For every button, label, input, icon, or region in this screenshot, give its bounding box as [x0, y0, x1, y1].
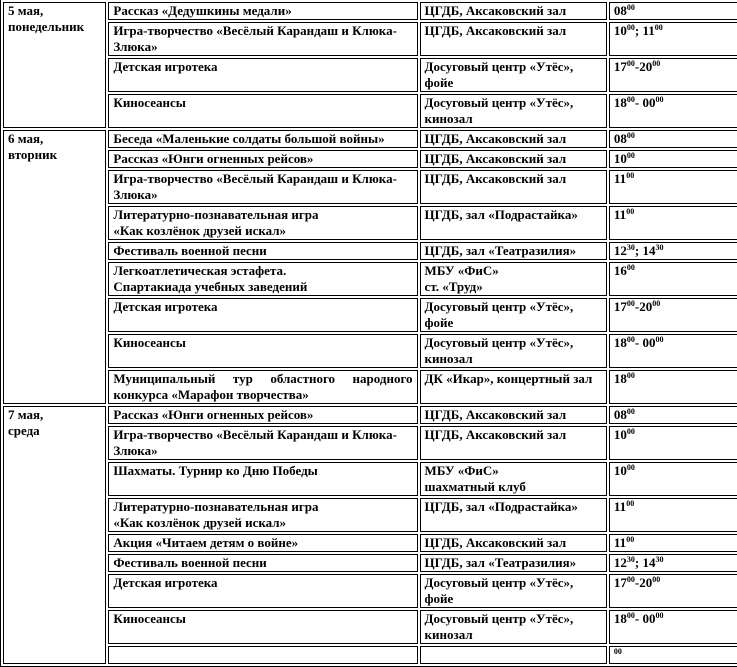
- event-title-cell: [108, 130, 417, 148]
- table-row: [3, 22, 737, 56]
- event-title-line: Муниципальный тур областного народного: [113, 371, 413, 386]
- event-title-line: конкурса «Марафон творчества»: [113, 387, 309, 402]
- time-minutes: 00: [626, 171, 635, 180]
- event-place-cell: [420, 242, 607, 260]
- time-hours: 14: [642, 555, 656, 570]
- event-title-line: Фестиваль военной песни: [113, 243, 267, 258]
- table-row: [3, 170, 737, 204]
- event-place-line: Досуговый центр «Утёс»,: [424, 611, 574, 626]
- event-time-cell: [609, 150, 737, 168]
- time-minutes: 00: [626, 299, 635, 308]
- time-hours: 11: [613, 499, 627, 514]
- time-hours: 08: [613, 131, 627, 146]
- event-time-cell: [609, 58, 737, 92]
- date-cell: [3, 406, 106, 664]
- event-title-line: Игра-творчество «Весёлый Карандаш и Клюка-: [113, 23, 397, 38]
- date-label: 6 мая,: [8, 131, 44, 146]
- table-row: [3, 150, 737, 168]
- event-title-line: Литературно-познавательная игра: [113, 499, 319, 514]
- time-separator: -: [634, 59, 640, 74]
- date-cell: [3, 2, 106, 128]
- event-title-cell: [108, 58, 417, 92]
- event-title-line: Злюка»: [113, 39, 158, 54]
- event-place-line: ЦГДБ, Аксаковский зал: [424, 535, 567, 550]
- event-title-cell: [108, 150, 417, 168]
- event-place-line: МБУ «ФиС»: [424, 263, 499, 278]
- event-time-cell: [609, 646, 737, 664]
- event-place-line: Досуговый центр «Утёс»,: [424, 575, 574, 590]
- table-row: [3, 574, 737, 608]
- time-minutes: 00: [654, 23, 663, 32]
- event-place-cell: [420, 498, 607, 532]
- table-row: [3, 206, 737, 240]
- event-place-cell: [420, 170, 607, 204]
- event-title-cell: [108, 94, 417, 128]
- event-place-line: ЦГДБ, Аксаковский зал: [424, 171, 567, 186]
- event-time-cell: [609, 242, 737, 260]
- event-title-cell: [108, 206, 417, 240]
- time-hours: 08: [613, 3, 627, 18]
- event-time-cell: [609, 170, 737, 204]
- table-row: [3, 462, 737, 496]
- event-place-line: кинозал: [424, 111, 473, 126]
- event-place-line: фойе: [424, 75, 454, 90]
- time-hours: 11: [642, 23, 655, 38]
- event-title-cell: [108, 170, 417, 204]
- time-hours: 14: [642, 243, 656, 258]
- event-place-line: МБУ «ФиС»: [424, 463, 499, 478]
- event-title-line: Детская игротека: [113, 59, 218, 74]
- time-minutes: 00: [626, 151, 635, 160]
- event-place-cell: [420, 206, 607, 240]
- time-separator: ;: [634, 555, 643, 570]
- table-row: [3, 610, 737, 644]
- time-separator: -: [634, 575, 640, 590]
- event-place-cell: [420, 58, 607, 92]
- weekday-label: вторник: [8, 147, 58, 162]
- time-hours: 12: [613, 555, 627, 570]
- event-place-cell: [420, 574, 607, 608]
- event-title-cell: [108, 2, 417, 20]
- event-title-line: Спартакиада учебных заведений: [113, 279, 308, 294]
- event-place-cell: [420, 370, 607, 404]
- time-minutes: 00: [626, 371, 635, 380]
- time-separator: -: [634, 95, 643, 110]
- event-time-cell: [609, 334, 737, 368]
- time-minutes: 30: [655, 555, 664, 564]
- time-minutes: 00: [652, 575, 661, 584]
- event-title-cell: [108, 498, 417, 532]
- table-row: [3, 646, 737, 664]
- time-minutes: 00: [626, 407, 635, 416]
- time-separator: ;: [634, 243, 643, 258]
- event-time-cell: [609, 426, 737, 460]
- date-label: 7 мая,: [8, 407, 44, 422]
- event-place-cell: [420, 334, 607, 368]
- event-title-cell: [108, 554, 417, 572]
- event-place-line: ЦГДБ, зал «Подрастайка»: [424, 207, 578, 222]
- event-place-line: ЦГДБ, Аксаковский зал: [424, 427, 567, 442]
- event-title-line: Акция «Читаем детям о войне»: [113, 535, 299, 550]
- event-time-cell: [609, 462, 737, 496]
- time-minutes: 00: [626, 131, 635, 140]
- time-minutes: 00: [626, 611, 635, 620]
- time-minutes: 00: [626, 3, 635, 12]
- event-title-cell: [108, 22, 417, 56]
- event-title-line: Беседа «Маленькие солдаты большой войны»: [113, 131, 385, 146]
- event-title-line: Киносеансы: [113, 611, 186, 626]
- event-place-cell: [420, 22, 607, 56]
- event-title-line: Рассказ «Юнги огненных рейсов»: [113, 151, 314, 166]
- event-place-cell: [420, 554, 607, 572]
- time-minutes: 00: [613, 647, 622, 656]
- event-title-cell: [108, 298, 417, 332]
- time-hours: 18: [613, 95, 627, 110]
- event-title-line: Киносеансы: [113, 95, 186, 110]
- event-title-line: Детская игротека: [113, 575, 218, 590]
- event-title-line: Легкоатлетическая эстафета.: [113, 263, 287, 278]
- time-separator: -: [634, 299, 640, 314]
- event-time-cell: [609, 2, 737, 20]
- time-hours: 18: [613, 335, 627, 350]
- event-place-cell: [420, 298, 607, 332]
- event-place-cell: [420, 406, 607, 424]
- time-hours: 18: [613, 371, 627, 386]
- table-row: [3, 534, 737, 552]
- event-time-cell: [609, 206, 737, 240]
- event-time-cell: [609, 574, 737, 608]
- event-title-cell: [108, 370, 417, 404]
- time-hours: 17: [613, 59, 627, 74]
- event-title-cell: [108, 242, 417, 260]
- table-row: [3, 298, 737, 332]
- time-hours: 10: [613, 151, 627, 166]
- event-place-cell: [420, 462, 607, 496]
- time-minutes: 00: [626, 499, 635, 508]
- table-row: [3, 242, 737, 260]
- time-minutes: 00: [652, 59, 661, 68]
- time-hours: 20: [639, 59, 653, 74]
- event-title-line: «Как козлёнок друзей искал»: [113, 223, 287, 238]
- table-row: [3, 370, 737, 404]
- time-minutes: 00: [626, 427, 635, 436]
- event-time-cell: [609, 554, 737, 572]
- table-row: [3, 498, 737, 532]
- event-place-line: ЦГДБ, зал «Театразилия»: [424, 555, 577, 570]
- event-place-cell: [420, 646, 607, 664]
- event-title-line: Злюка»: [113, 443, 158, 458]
- event-title-line: Игра-творчество «Весёлый Карандаш и Клюка-: [113, 171, 397, 186]
- event-title-cell: [108, 574, 417, 608]
- event-place-cell: [420, 94, 607, 128]
- table-row: [3, 2, 737, 20]
- event-place-line: фойе: [424, 315, 454, 330]
- event-place-line: фойе: [424, 591, 454, 606]
- event-place-line: Досуговый центр «Утёс»,: [424, 335, 574, 350]
- event-title-cell: [108, 610, 417, 644]
- event-place-cell: [420, 426, 607, 460]
- time-hours: 18: [613, 611, 627, 626]
- weekday-label: среда: [8, 423, 40, 438]
- event-place-line: ЦГДБ, зал «Подрастайка»: [424, 499, 578, 514]
- event-title-line: Киносеансы: [113, 335, 186, 350]
- time-hours: 12: [613, 243, 627, 258]
- event-title-cell: [108, 406, 417, 424]
- event-title-cell: [108, 334, 417, 368]
- time-hours: 17: [613, 299, 627, 314]
- table-row: [3, 426, 737, 460]
- time-hours: 20: [639, 575, 653, 590]
- table-row: [3, 262, 737, 296]
- time-hours: 00: [642, 611, 656, 626]
- event-place-line: ЦГДБ, Аксаковский зал: [424, 131, 567, 146]
- event-title-line: Рассказ «Дедушкины медали»: [113, 3, 292, 18]
- event-time-cell: [609, 130, 737, 148]
- time-minutes: 00: [655, 611, 664, 620]
- event-time-cell: [609, 22, 737, 56]
- time-minutes: 00: [626, 59, 635, 68]
- time-separator: -: [634, 335, 643, 350]
- time-hours: 11: [613, 535, 627, 550]
- event-place-cell: [420, 130, 607, 148]
- time-minutes: 00: [626, 207, 635, 216]
- event-time-cell: [609, 94, 737, 128]
- time-hours: 00: [642, 335, 656, 350]
- time-minutes: 00: [652, 299, 661, 308]
- event-place-cell: [420, 262, 607, 296]
- time-minutes: 00: [626, 95, 635, 104]
- time-minutes: 00: [655, 95, 664, 104]
- weekday-label: понедельник: [8, 19, 85, 34]
- table-row: [3, 94, 737, 128]
- time-minutes: 00: [626, 263, 635, 272]
- event-place-line: ЦГДБ, Аксаковский зал: [424, 23, 567, 38]
- event-time-cell: [609, 370, 737, 404]
- event-title-cell: [108, 262, 417, 296]
- event-place-cell: [420, 2, 607, 20]
- event-title-line: «Как козлёнок друзей искал»: [113, 515, 287, 530]
- event-place-line: ЦГДБ, зал «Театразилия»: [424, 243, 577, 258]
- schedule-body: [3, 2, 737, 664]
- event-place-line: кинозал: [424, 351, 473, 366]
- event-place-line: ст. «Труд»: [424, 279, 483, 294]
- time-hours: 11: [613, 171, 627, 186]
- time-hours: 16: [613, 263, 627, 278]
- event-title-line: Шахматы. Турнир ко Дню Победы: [113, 463, 318, 478]
- event-time-cell: [609, 534, 737, 552]
- event-place-cell: [420, 610, 607, 644]
- event-place-line: ЦГДБ, Аксаковский зал: [424, 151, 567, 166]
- event-place-line: ДК «Икар», концертный зал: [424, 371, 593, 386]
- time-hours: 20: [639, 299, 653, 314]
- time-minutes: 30: [626, 555, 635, 564]
- table-row: [3, 58, 737, 92]
- table-row: [3, 334, 737, 368]
- event-title-line: Игра-творчество «Весёлый Карандаш и Клюка-: [113, 427, 397, 442]
- event-place-line: Досуговый центр «Утёс»,: [424, 95, 574, 110]
- event-place-line: Досуговый центр «Утёс»,: [424, 59, 574, 74]
- date-cell: [3, 130, 106, 404]
- time-minutes: 00: [626, 535, 635, 544]
- event-time-cell: [609, 298, 737, 332]
- time-hours: 11: [613, 207, 627, 222]
- time-separator: ;: [634, 23, 643, 38]
- time-hours: 10: [613, 463, 627, 478]
- event-title-cell: [108, 646, 417, 664]
- event-place-line: ЦГДБ, Аксаковский зал: [424, 3, 567, 18]
- time-minutes: 00: [626, 23, 635, 32]
- event-time-cell: [609, 610, 737, 644]
- time-hours: 10: [613, 23, 627, 38]
- table-row: [3, 130, 737, 148]
- time-hours: 10: [613, 427, 627, 442]
- event-time-cell: [609, 262, 737, 296]
- event-title-line: Рассказ «Юнги огненных рейсов»: [113, 407, 314, 422]
- time-hours: 17: [613, 575, 627, 590]
- event-place-line: Досуговый центр «Утёс»,: [424, 299, 574, 314]
- table-row: [3, 554, 737, 572]
- event-time-cell: [609, 406, 737, 424]
- event-title-line: Злюка»: [113, 187, 158, 202]
- time-minutes: 00: [626, 575, 635, 584]
- event-title-cell: [108, 426, 417, 460]
- event-title-line: Детская игротека: [113, 299, 218, 314]
- time-separator: -: [634, 611, 643, 626]
- event-title-line: Литературно-познавательная игра: [113, 207, 319, 222]
- time-minutes: 00: [626, 463, 635, 472]
- event-place-line: ЦГДБ, Аксаковский зал: [424, 407, 567, 422]
- time-minutes: 00: [626, 335, 635, 344]
- event-title-cell: [108, 462, 417, 496]
- time-hours: 00: [642, 95, 656, 110]
- date-label: 5 мая,: [8, 3, 44, 18]
- event-title-cell: [108, 534, 417, 552]
- event-place-cell: [420, 150, 607, 168]
- time-minutes: 30: [626, 243, 635, 252]
- event-place-line: кинозал: [424, 627, 473, 642]
- table-row: [3, 406, 737, 424]
- time-hours: 08: [613, 407, 627, 422]
- event-title-line: Фестиваль военной песни: [113, 555, 267, 570]
- event-place-line: шахматный клуб: [424, 479, 526, 494]
- event-place-cell: [420, 534, 607, 552]
- time-minutes: 30: [655, 243, 664, 252]
- time-minutes: 00: [655, 335, 664, 344]
- event-time-cell: [609, 498, 737, 532]
